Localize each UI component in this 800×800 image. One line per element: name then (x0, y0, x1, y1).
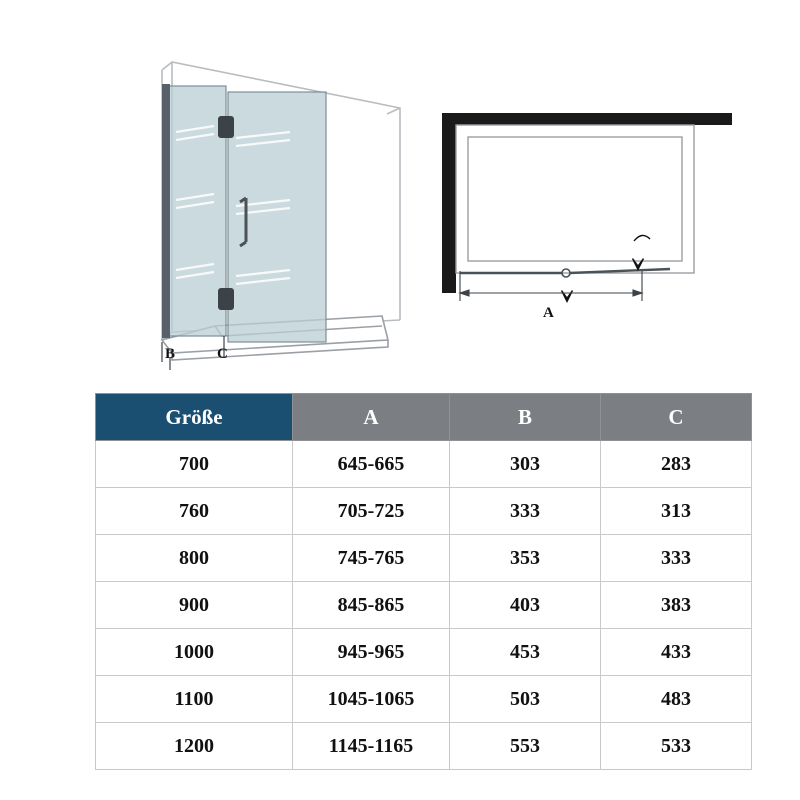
cell-a: 705-725 (293, 488, 450, 535)
cell-c: 483 (601, 676, 752, 723)
cell-c: 533 (601, 723, 752, 770)
cell-c: 313 (601, 488, 752, 535)
cell-b: 333 (450, 488, 601, 535)
cell-a: 1045-1065 (293, 676, 450, 723)
cell-size: 900 (96, 582, 293, 629)
shower-enclosure-perspective-drawing (110, 40, 410, 370)
table-row (96, 582, 752, 629)
cell-size: 1000 (96, 629, 293, 676)
cell-b: 353 (450, 535, 601, 582)
size-chart (95, 393, 752, 770)
cell-size: 1200 (96, 723, 293, 770)
cell-b: 553 (450, 723, 601, 770)
cell-size: 760 (96, 488, 293, 535)
cell-size: 800 (96, 535, 293, 582)
table-row (96, 441, 752, 488)
cell-a: 745-765 (293, 535, 450, 582)
label-c: C (217, 346, 228, 362)
table-row (96, 723, 752, 770)
cell-b: 453 (450, 629, 601, 676)
table-row (96, 488, 752, 535)
table-row (96, 535, 752, 582)
shower-enclosure-plan-drawing (430, 95, 760, 335)
column-header-c: C (601, 394, 752, 441)
cell-c: 383 (601, 582, 752, 629)
cell-a: 945-965 (293, 629, 450, 676)
cell-b: 403 (450, 582, 601, 629)
cell-b: 303 (450, 441, 601, 488)
table-row (96, 676, 752, 723)
column-header-b: B (450, 394, 601, 441)
label-b: B (165, 346, 176, 362)
column-header-a: A (293, 394, 450, 441)
cell-a: 1145-1165 (293, 723, 450, 770)
cell-a: 845-865 (293, 582, 450, 629)
table-row (96, 629, 752, 676)
cell-b: 503 (450, 676, 601, 723)
cell-c: 283 (601, 441, 752, 488)
cell-a: 645-665 (293, 441, 450, 488)
label-a: A (543, 305, 554, 321)
cell-size: 1100 (96, 676, 293, 723)
cell-size: 700 (96, 441, 293, 488)
cell-c: 433 (601, 629, 752, 676)
technical-drawings (0, 0, 800, 380)
table-header-row (96, 394, 752, 441)
column-header-groesse: Größe (96, 394, 293, 441)
cell-c: 333 (601, 535, 752, 582)
